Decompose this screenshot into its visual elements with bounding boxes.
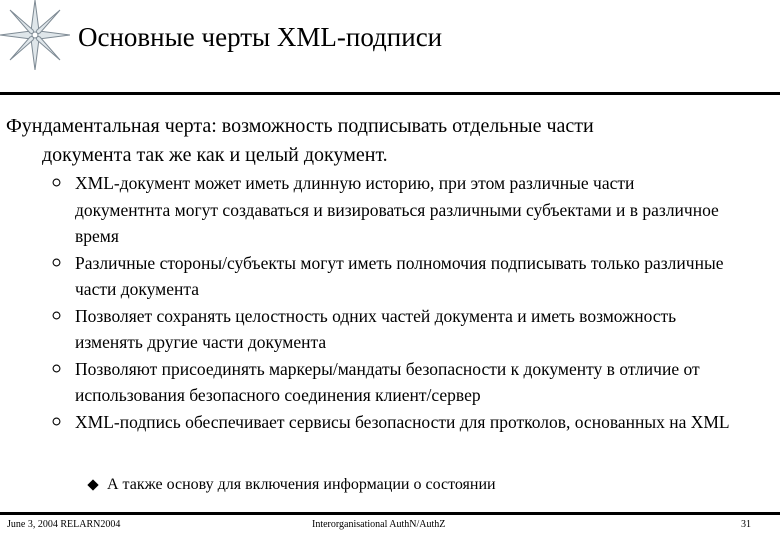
bullet-text: Различные стороны/субъекты могут иметь полномочия подписывать только различные части документа	[75, 252, 724, 299]
slide-title: Основные черты XML-подписи	[78, 22, 443, 52]
list-item	[52, 303, 732, 356]
bullet-text: XML-подпись обеспечивает сервисы безопасности для протколов, основанных на XML	[75, 411, 730, 432]
circle-bullet-icon	[52, 417, 61, 426]
circle-bullet-icon	[52, 178, 61, 187]
footer-date: June 3, 2004 RELARN2004	[7, 519, 121, 530]
bullet-text: Позволяют присоединять маркеры/мандаты безопасности к документу в отличие от использования безопасного соединения клиент/сервер	[75, 358, 700, 405]
circle-bullet-icon	[52, 311, 61, 320]
footer-title: Interorganisational AuthN/AuthZ	[312, 519, 446, 530]
intro-paragraph	[6, 112, 746, 170]
sub-bullet-text: А также основу для включения информации о состоянии	[107, 476, 496, 493]
footer-divider	[0, 512, 780, 515]
sub-bullet-item	[87, 474, 747, 496]
list-item	[52, 356, 732, 409]
page-number: 31	[741, 519, 751, 530]
bullet-text: XML-документ может иметь длинную историю, при этом различные части документнта могут создаваться и визироваться различными субъектами и в различное время	[75, 173, 719, 246]
circle-bullet-icon	[52, 258, 61, 267]
list-item	[52, 250, 732, 303]
starburst-logo-icon	[0, 0, 70, 70]
intro-line-1: Фундаментальная черта: возможность подписывать отдельные части	[6, 115, 594, 137]
intro-line-2: документа так же как и целый документ.	[42, 144, 388, 166]
list-item	[52, 170, 732, 250]
diamond-bullet-icon	[87, 479, 98, 490]
list-item	[52, 409, 732, 436]
bullet-list	[52, 170, 732, 435]
bullet-text: Позволяет сохранять целостность одних частей документа и иметь возможность изменять другие части документа	[75, 305, 677, 352]
title-divider	[0, 92, 780, 95]
circle-bullet-icon	[52, 364, 61, 373]
